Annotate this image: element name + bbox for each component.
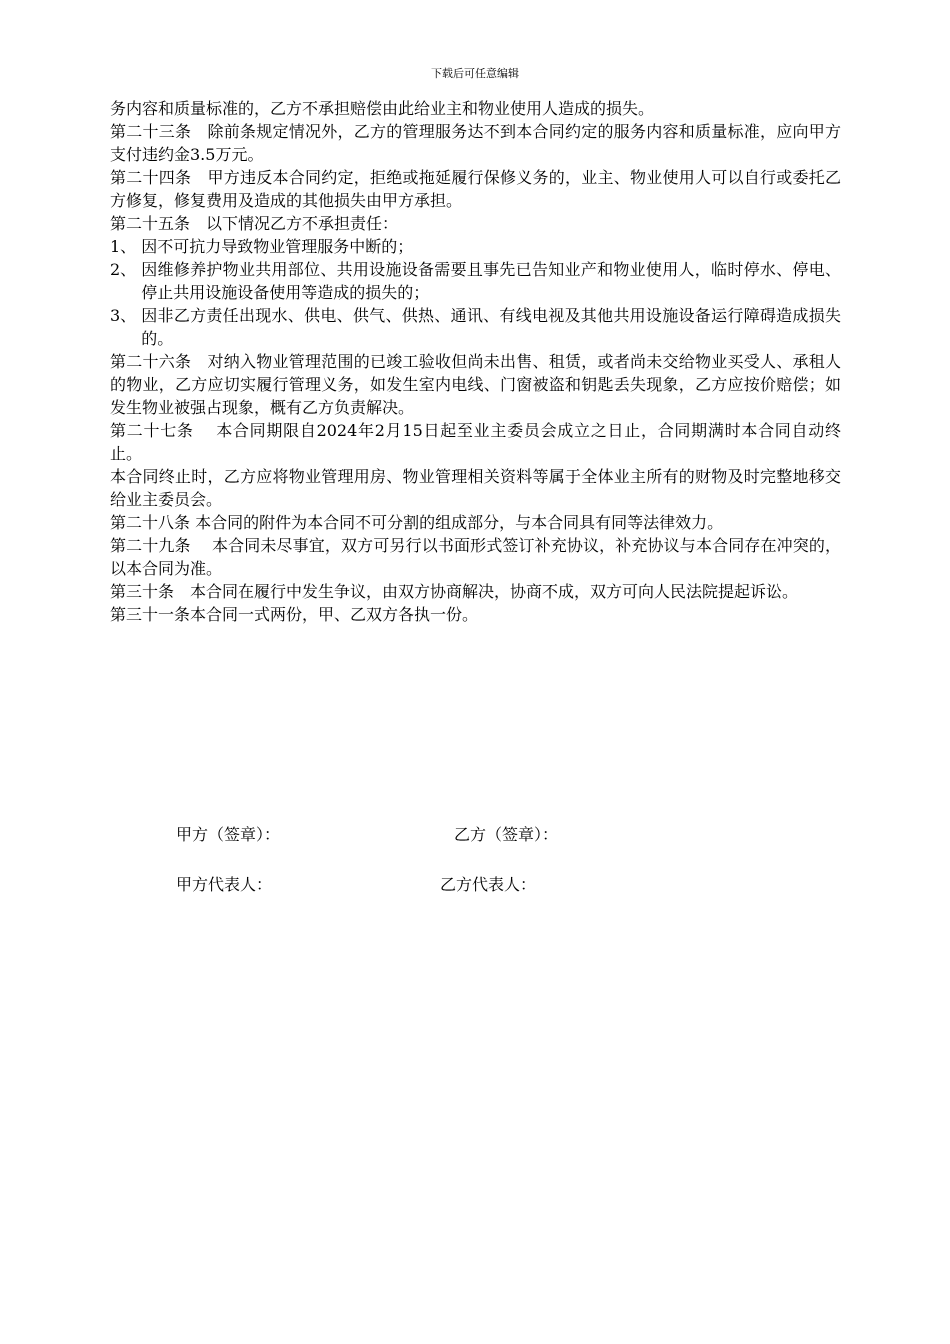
list-item-number: 2、 [110,260,142,279]
list-item [110,235,841,258]
party-a-seal-label: 甲方（签章）： [176,825,281,844]
list-item-number: 3、 [110,306,142,325]
article-23: 第二十三条 除前条规定情况外，乙方的管理服务达不到本合同约定的服务内容和质量标准，应向甲方支付违约金3.5万元。 [110,122,841,164]
termination-paragraph: 本合同终止时，乙方应将物业管理用房、物业管理相关资料等属于全体业主所有的财物及时完整地移交给业主委员会。 [110,467,841,509]
article-24: 第二十四条 甲方违反本合同约定，拒绝或拖延履行保修义务的，业主、物业使用人可以自行或委托乙方修复，修复费用及造成的其他损失由甲方承担。 [110,168,841,210]
article-30: 第三十条 本合同在履行中发生争议，由双方协商解决，协商不成，双方可向人民法院提起诉讼。 [110,582,799,601]
list-item-text: 因不可抗力导致物业管理服务中断的； [141,237,414,256]
list-item [110,258,841,304]
article-26: 第二十六条 对纳入物业管理范围的已竣工验收但尚未出售、租赁，或者尚未交给物业买受人、承租人的物业，乙方应切实履行管理义务，如发生室内电线、门窗被盗和钥匙丢失现象，乙方应按价赔偿；如发生物业被强占现象，概有乙方负责解决。 [110,352,841,417]
article-31: 第三十一条本合同一式两份，甲、乙双方各执一份。 [110,605,479,624]
party-b-representative-label: 乙方代表人： [440,875,537,894]
article-28: 第二十八条 本合同的附件为本合同不可分割的组成部分，与本合同具有同等法律效力。 [110,513,724,532]
list-item-text: 因非乙方责任出现水、供电、供气、供热、通讯、有线电视及其他共用设施设备运行障碍造成损失的。 [141,306,841,348]
article-27: 第二十七条 本合同期限自2024年2月15日起至业主委员会成立之日止，合同期满时本合同自动终止。 [110,421,841,463]
list-item-text: 因维修养护物业共用部位、共用设施设备需要且事先已告知业产和物业使用人，临时停水、停电、停止共用设施设备使用等造成的损失的； [141,260,841,302]
party-a-representative-label: 甲方代表人： [176,875,273,894]
contract-body [110,97,841,626]
list-item-number: 1、 [110,237,142,256]
party-b-seal-label: 乙方（签章）： [454,825,559,844]
list-item [110,304,841,350]
paragraph: 务内容和质量标准的，乙方不承担赔偿由此给业主和物业使用人造成的损失。 [110,99,655,118]
article-25: 第二十五条 以下情况乙方不承担责任： [110,214,399,233]
page-header: 下载后可任意编辑 [431,67,519,80]
article-29: 第二十九条 本合同未尽事宜，双方可另行以书面形式签订补充协议，补充协议与本合同存在冲突的，以本合同为准。 [110,536,841,578]
